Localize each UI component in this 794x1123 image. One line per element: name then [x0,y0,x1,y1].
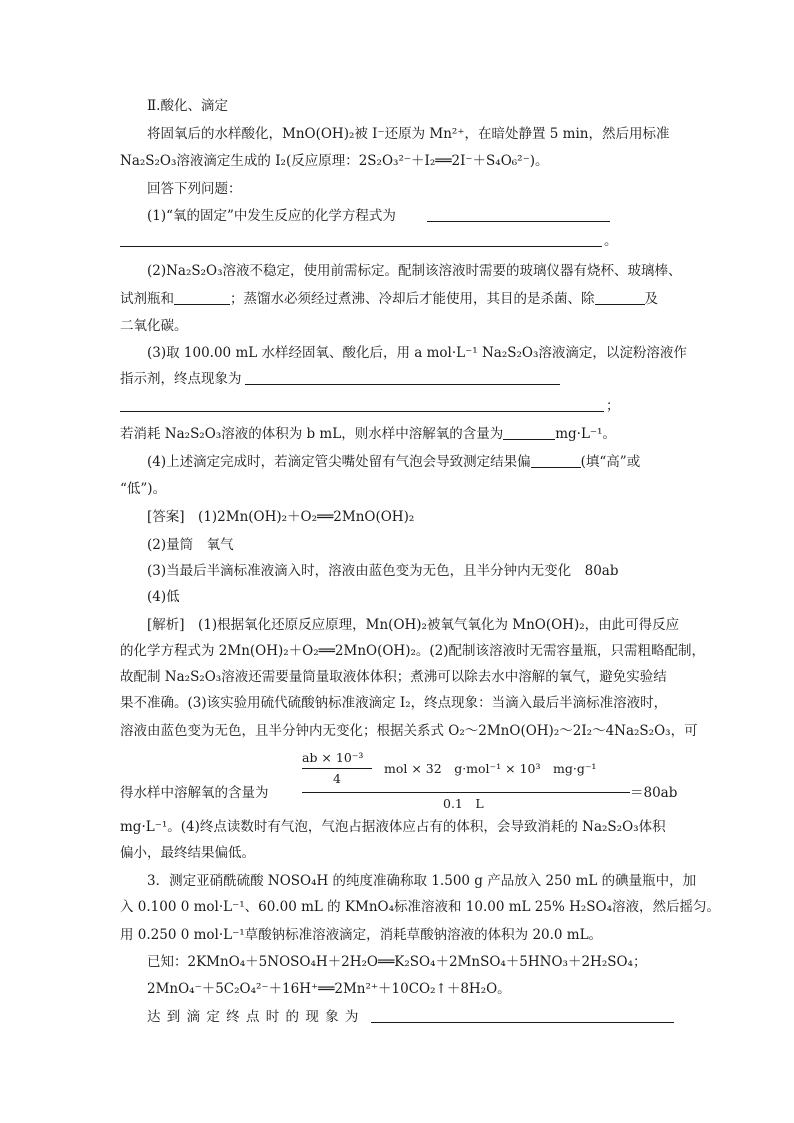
analysis-line-4: 果不准确。(3)该实验用硫代硫酸钠标准液滴定 I₂，终点现象：当滴入最后半滴标准溶液时， [120,695,668,711]
answer-blank-q3a[interactable] [245,384,560,385]
question-4-text-a: (4)上述滴定完成时，若滴定管尖嘴处留有气泡会导致测定结果偏 [147,454,531,470]
question-3-line-1: (3)取 100.00 mL 水样经固氧、酸化后，用 a mol·L⁻¹ Na₂S₂O₃溶液滴定，以淀粉溶液作 [147,345,687,361]
question-1-end: 。 [604,233,618,249]
question-3-text-a: 若消耗 Na₂S₂O₃溶液的体积为 b mL，则水样中溶解氧的含量为 [120,426,504,442]
answer-blank-q2a[interactable] [174,290,230,305]
known-line-2: 2MnO₄⁻＋5C₂O₄²⁻＋16H⁺══2Mn²⁺＋10CO₂↑＋8H₂O。 [147,981,511,997]
formula-inner-denominator: 4 [333,771,341,786]
question-2-line-1: (2)Na₂S₂O₃溶液不稳定，使用前需标定。配制该溶液时需要的玻璃仪器有烧杯、玻璃棒、 [147,263,682,279]
formula-prefix: 得水样中溶解氧的含量为 [120,785,269,801]
question-3-line-4 [120,425,616,443]
formula-denominator: 0.1 L [443,796,484,811]
known-line-1: 已知：2KMnO₄＋5NOSO₄H＋2H₂O══K₂SO₄＋2MnSO₄＋5HNO₃＋2H₂SO₄； [147,954,647,970]
answer-blank-q1b[interactable] [120,246,602,247]
analysis-line-7: mg·L⁻¹。(4)终点读数时有气泡，气泡占据液体应占有的体积，会导致消耗的 Na₂S₂O₃体积 [120,819,666,835]
analysis-line-8: 偏小，最终结果偏低。 [120,845,255,861]
analysis-line-1 [147,616,679,634]
formula-result: ＝80ab [630,785,678,801]
answer-1: (1)2Mn(OH)₂＋O₂══2MnO(OH)₂ [198,509,415,525]
analysis-line-5: 溶液由蓝色变为无色，且半分钟内无变化；根据关系式 O₂～2MnO(OH)₂～2I₂～4Na₂S₂O₃，可 [120,723,698,739]
endpoint-prompt: 达 到 滴 定 终 点 时 的 现 象 为 [147,1009,360,1025]
formula-numerator-rest: mol × 32 g·mol⁻¹ × 10³ mg·g⁻¹ [384,761,597,776]
problem-3-line-2: 入 0.100 0 mol·L⁻¹、60.00 mL 的 KMnO₄标准溶液和 10.00 mL 25% H₂SO₄溶液，然后摇匀。 [120,899,721,915]
formula-inner-numerator: ab × 10⁻³ [302,750,364,765]
answer-4: (4)低 [147,589,180,605]
question-2-text-b: ；蒸馏水必须经过煮沸、冷却后才能使用，其目的是杀菌、除 [230,291,595,307]
question-3-text-b: mg·L⁻¹。 [555,426,616,442]
answer-blank-q4[interactable] [531,453,581,468]
intro-line-2: Na₂S₂O₃溶液滴定生成的 I₂(反应原理：2S₂O₃²⁻＋I₂══2I⁻＋S₄O₆²⁻)。 [120,153,549,169]
question-2-line-3: 二氧化碳。 [120,318,188,334]
answer-line-1 [147,508,414,526]
question-2-line-2 [120,290,658,308]
question-4-line-2: “低”)。 [120,481,167,497]
section-heading: Ⅱ.酸化、滴定 [147,98,228,114]
question-1: (1)“氧的固定”中发生反应的化学方程式为 [147,208,396,224]
answer-blank-q1a[interactable] [427,221,610,222]
question-3-line-2: 指示剂，终点现象为 [120,371,242,387]
question-3-line-3-end: ； [606,398,620,414]
answer-blank-endpoint[interactable] [371,1022,674,1023]
answer-tag: [答案] [147,509,185,525]
formula-inner-fraction-bar [302,768,372,769]
answer-2: (2)量筒 氧气 [147,537,234,553]
formula-main-fraction-bar [302,792,630,793]
question-4-text-b: (填“高”或 [580,454,641,470]
analysis-tag: [解析] [147,617,185,633]
analysis-line-3: 故配制 Na₂S₂O₃溶液还需要量筒量取液体体积；煮沸可以除去水中溶解的氧气，避免实验结 [120,669,667,685]
question-2-text-c: 及 [644,291,658,307]
problem-3-line-1: 3．测定亚硝酰硫酸 NOSO₄H 的纯度准确称取 1.500 g 产品放入 250 mL 的碘量瓶中，加 [147,873,697,889]
answer-blank-q3b[interactable] [120,411,604,412]
answer-blank-q2b[interactable] [595,290,645,305]
intro-line-1: 将固氧后的水样酸化，MnO(OH)₂被 I⁻还原为 Mn²⁺，在暗处静置 5 min，然后用标准 [147,126,670,142]
question-2-text-a: 试剂瓶和 [120,291,174,307]
problem-3-line-3: 用 0.250 0 mol·L⁻¹草酸钠标准溶液滴定，消耗草酸钠溶液的体积为 20.0 mL。 [120,927,603,943]
answer-prompt: 回答下列问题： [147,181,242,197]
answer-3: (3)当最后半滴标准液滴入时，溶液由蓝色变为无色，且半分钟内无变化 80ab [147,563,619,579]
analysis-text-1: (1)根据氧化还原反应原理，Mn(OH)₂被氧气氧化为 MnO(OH)₂，由此可得反应 [198,617,680,633]
question-4-line-1 [147,453,640,471]
answer-blank-q3c[interactable] [503,425,555,440]
analysis-line-2: 的化学方程式为 2Mn(OH)₂＋O₂══2MnO(OH)₂。(2)配制该溶液时无需容量瓶，只需粗略配制， [120,643,706,659]
